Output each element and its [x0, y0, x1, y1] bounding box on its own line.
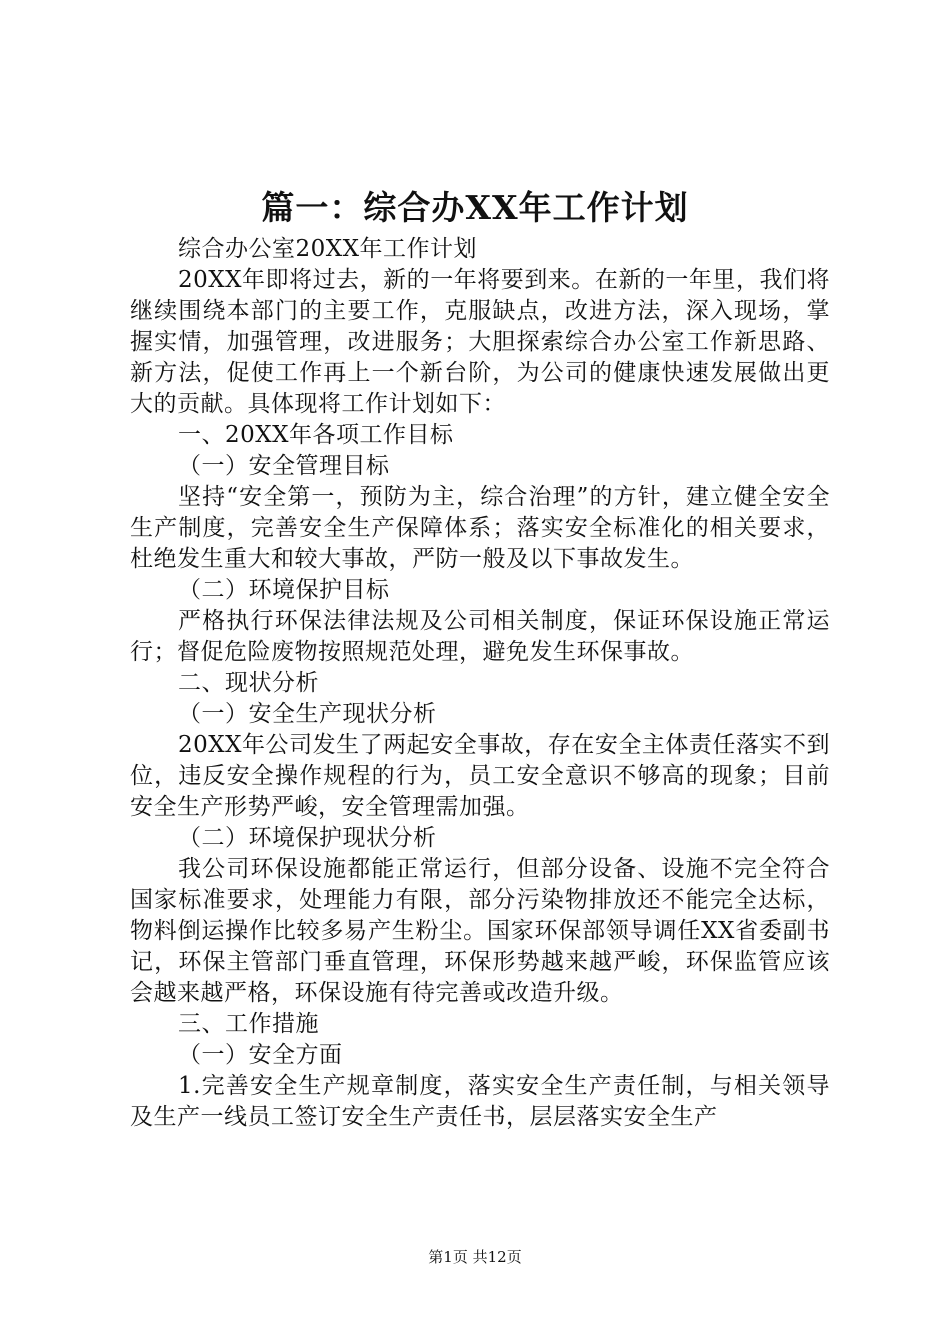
paragraph: 20XX年公司发生了两起安全事故，存在安全主体责任落实不到位，违反安全操作规程的行为，员工安全意识不够高的现象；目前安全生产形势严峻，安全管理需加强。	[130, 732, 830, 820]
section-heading: 二、现状分析	[178, 670, 319, 696]
section-heading: 一、20XX年各项工作目标	[178, 422, 454, 448]
paragraph: 20XX年即将过去，新的一年将要到来。在新的一年里，我们将继续围绕本部门的主要工作，克服缺点，改进方法，深入现场，掌握实情，加强管理，改进服务；大胆探索综合办公室工作新思路、新方法，促使工作再上一个新台阶，为公司的健康快速发展做出更大的贡献。具体现将工作计划如下：	[130, 267, 830, 417]
paragraph: 坚持“安全第一，预防为主，综合治理”的方针，建立健全安全生产制度，完善安全生产保障体系；落实安全标准化的相关要求，杜绝发生重大和较大事故，严防一般及以下事故发生。	[130, 484, 830, 572]
paragraph: 我公司环保设施都能正常运行，但部分设备、设施不完全符合国家标准要求，处理能力有限，部分污染物排放还不能完全达标，物料倒运操作比较多易产生粉尘。国家环保部领导调任XX省委副书记，环保主管部门垂直管理，环保形势越来越严峻，环保监管应该会越来越严格，环保设施有待完善或改造升级。	[130, 856, 830, 1006]
subsection-heading: （一）安全生产现状分析	[178, 701, 437, 727]
document-title: 篇一：综合办XX年工作计划	[261, 188, 689, 227]
subsection-heading: （二）环境保护现状分析	[178, 825, 437, 851]
subsection-heading: （一）安全管理目标	[178, 453, 390, 479]
page-footer: 第1页 共12页	[428, 1248, 522, 1266]
subsection-heading: （一）安全方面	[178, 1042, 343, 1068]
paragraph: 1.完善安全生产规章制度，落实安全生产责任制，与相关领导及生产一线员工签订安全生产责任书，层层落实安全生产	[130, 1073, 830, 1130]
paragraph: 严格执行环保法律法规及公司相关制度，保证环保设施正常运行；督促危险废物按照规范处理，避免发生环保事故。	[130, 608, 830, 665]
subsection-heading: （二）环境保护目标	[178, 577, 390, 603]
document-body	[130, 234, 830, 1133]
paragraph: 综合办公室20XX年工作计划	[178, 236, 478, 262]
section-heading: 三、工作措施	[178, 1011, 319, 1037]
